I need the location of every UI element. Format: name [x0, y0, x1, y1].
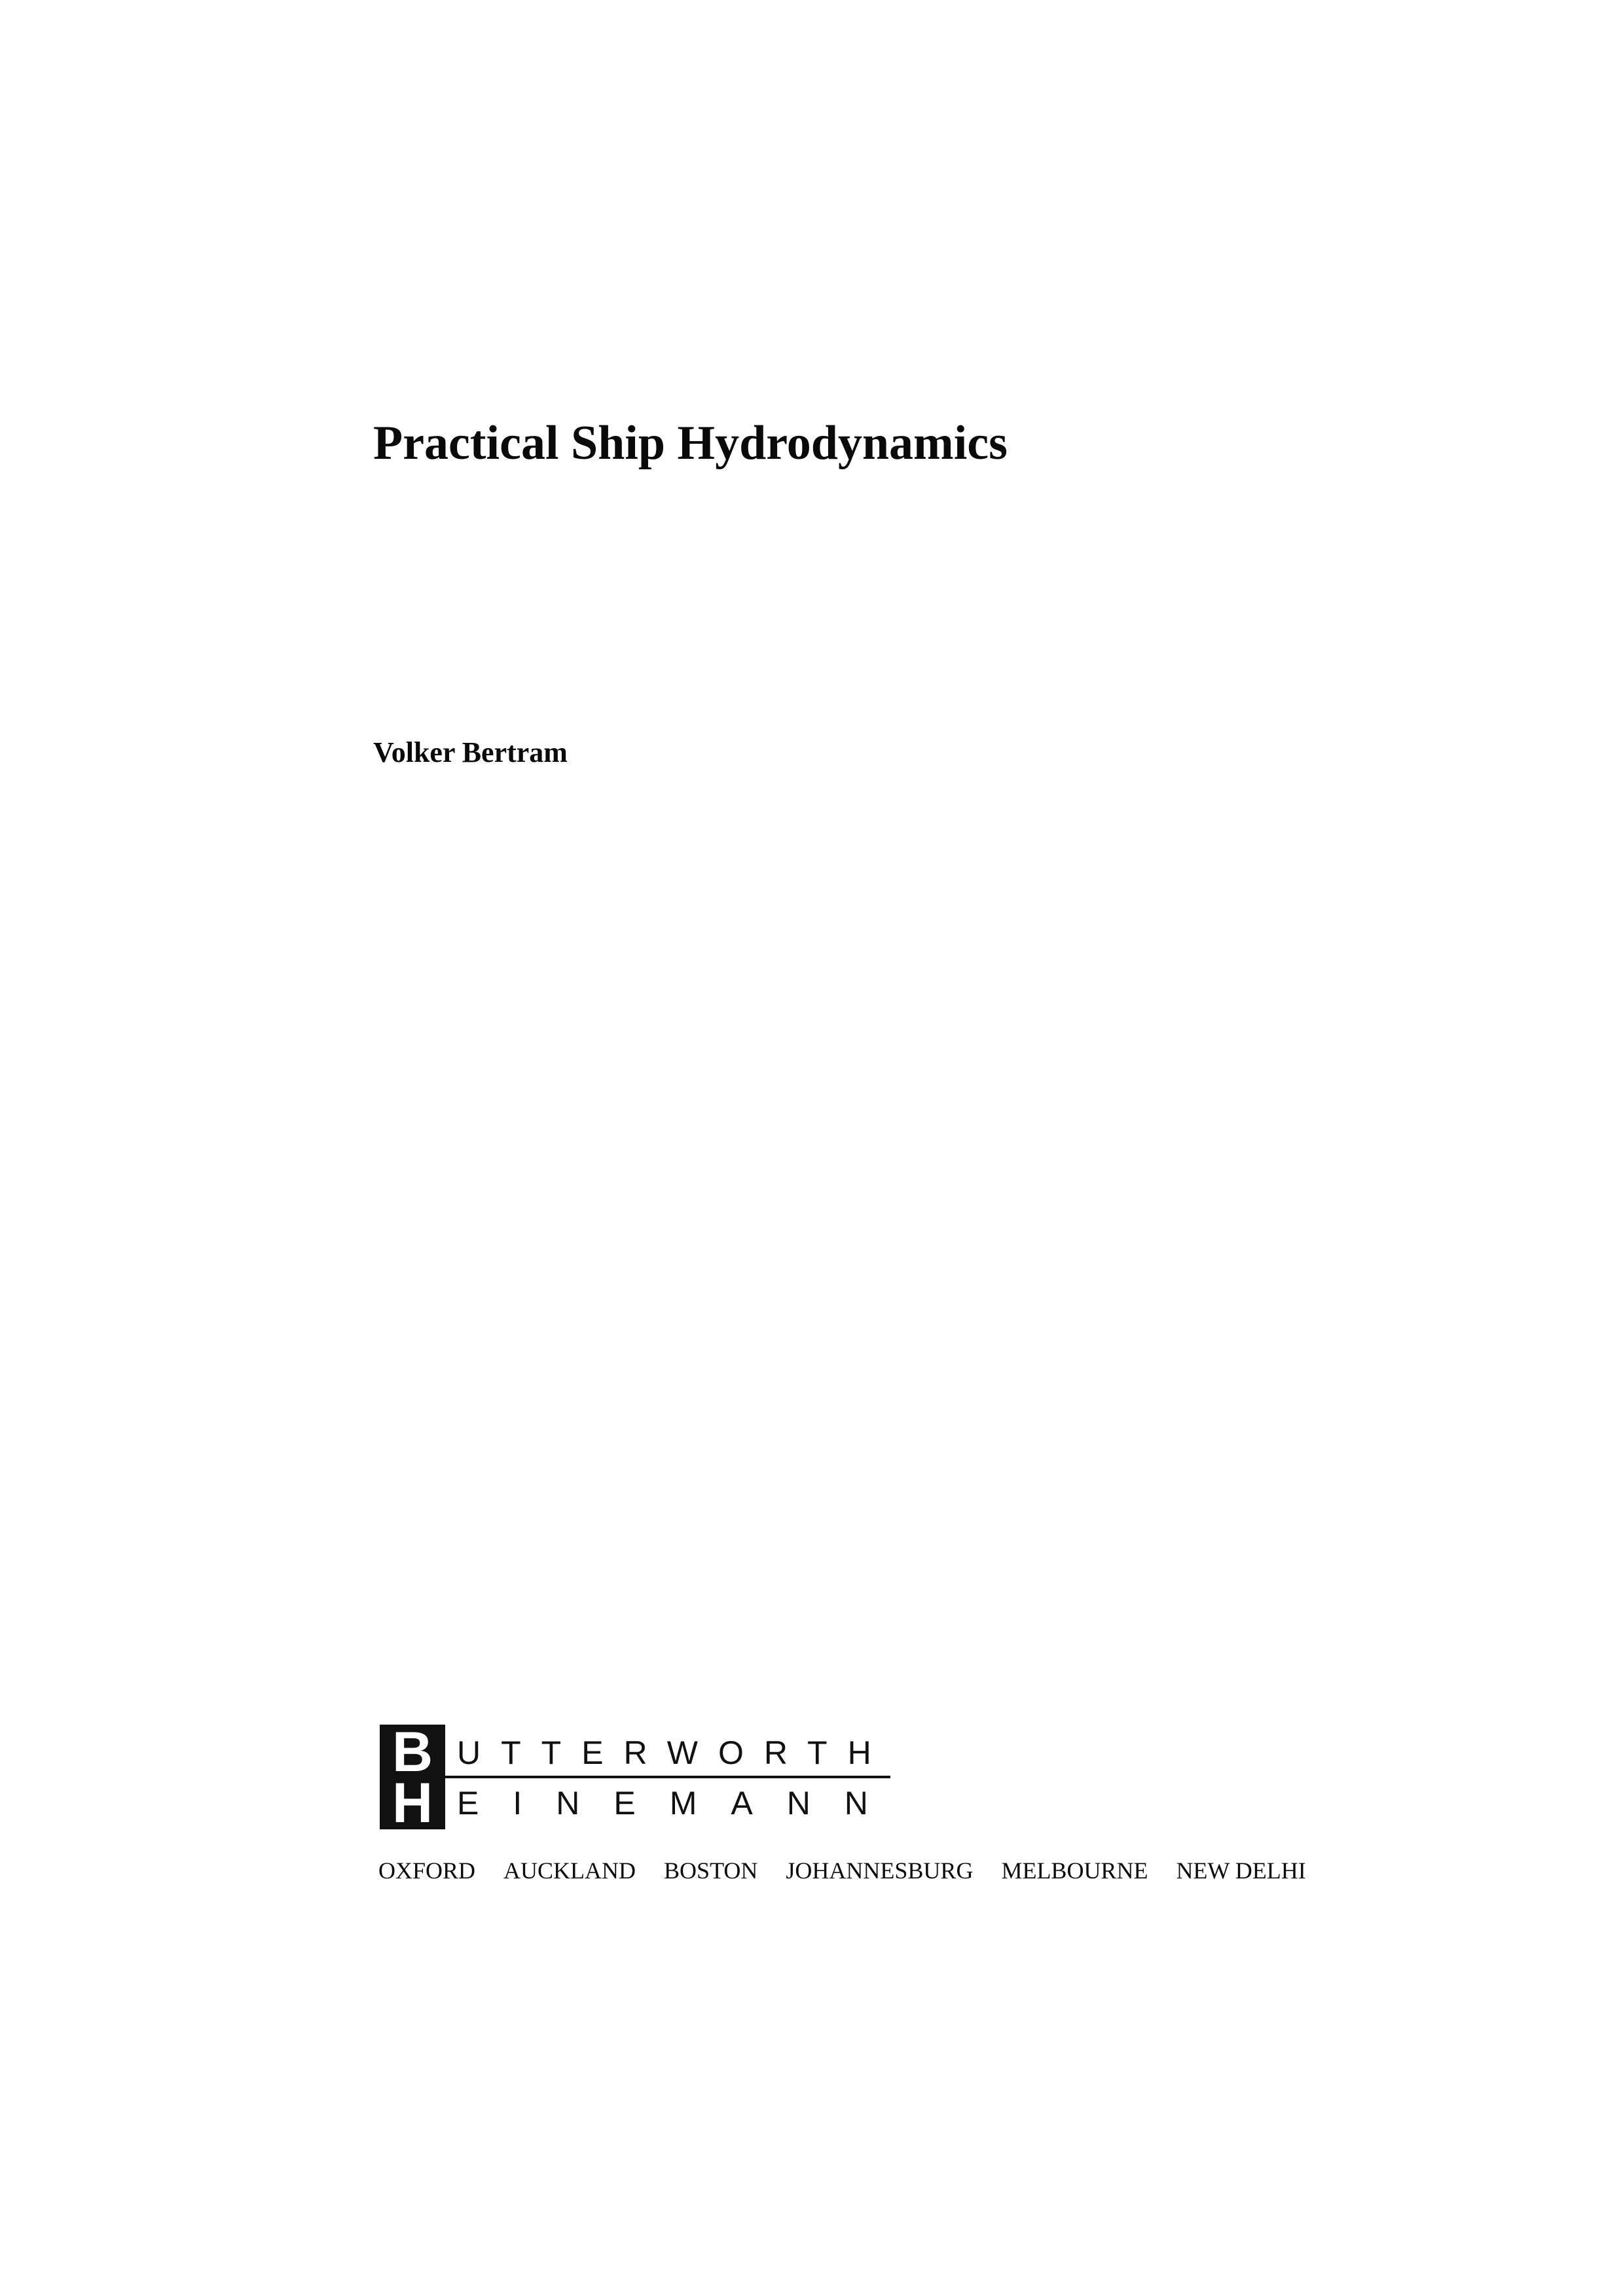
logo-wordmark-bottom: EINEMANN — [457, 1785, 902, 1821]
publisher-logo — [380, 1725, 902, 1829]
book-title: Practical Ship Hydrodynamics — [373, 416, 1008, 470]
publisher-monogram — [380, 1725, 445, 1829]
city-item: JOHANNESBURG — [786, 1857, 974, 1884]
monogram-letter-bottom: H — [392, 1778, 433, 1828]
logo-divider-rule — [445, 1776, 890, 1778]
city-item: MELBOURNE — [1001, 1857, 1148, 1884]
city-item: BOSTON — [664, 1857, 758, 1884]
city-item: AUCKLAND — [503, 1857, 636, 1884]
city-item: OXFORD — [378, 1857, 476, 1884]
publisher-cities — [378, 1859, 1306, 1882]
book-author: Volker Bertram — [373, 736, 568, 768]
city-item: NEW DELHI — [1176, 1857, 1306, 1884]
monogram-letter-top: B — [392, 1727, 433, 1777]
logo-wordmark-top: UTTERWORTH — [457, 1734, 892, 1771]
